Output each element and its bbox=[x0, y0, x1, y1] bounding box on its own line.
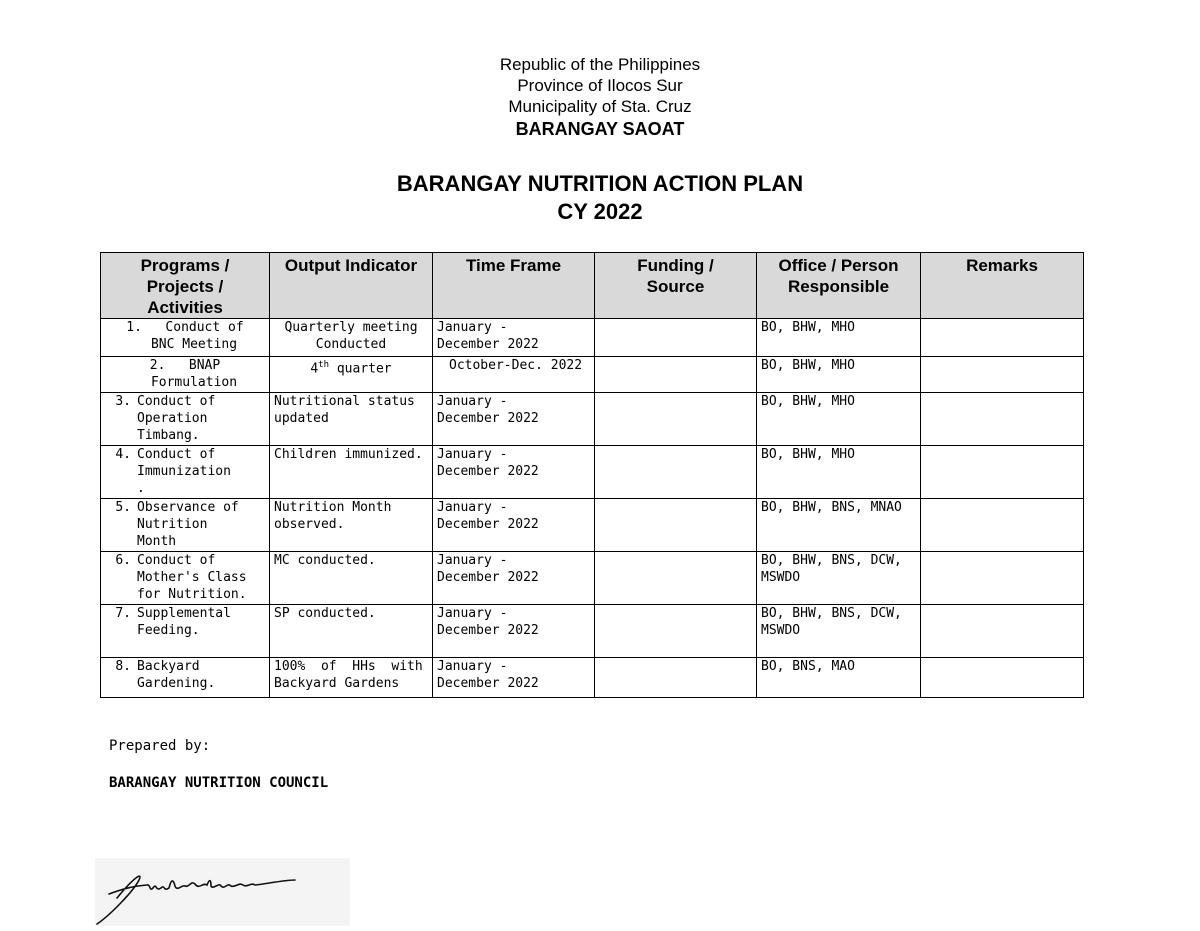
table-header-row bbox=[101, 253, 1084, 319]
table-row bbox=[101, 446, 1084, 499]
output-line1: SP conducted. bbox=[274, 606, 376, 621]
row-number: 7. bbox=[115, 606, 131, 621]
program-line3: Timbang. bbox=[137, 428, 200, 443]
table-row bbox=[101, 319, 1084, 357]
cell-office bbox=[757, 319, 921, 357]
row-number: 8. bbox=[115, 659, 131, 674]
cell-office bbox=[757, 658, 921, 698]
cell-output bbox=[270, 446, 433, 499]
output-line2: Conducted bbox=[315, 337, 387, 352]
cell-office bbox=[757, 446, 921, 499]
table-row bbox=[101, 552, 1084, 605]
cell-funding bbox=[595, 319, 757, 357]
header-republic: Republic of the Philippines bbox=[499, 55, 701, 74]
timeframe-line1: January - bbox=[437, 320, 508, 335]
row-number: 6. bbox=[115, 553, 131, 568]
cell-output bbox=[270, 393, 433, 446]
output-line1: Children immunized. bbox=[274, 447, 423, 462]
cell-program bbox=[101, 446, 270, 499]
output-line1: Nutrition Month bbox=[274, 500, 392, 515]
signature-image bbox=[95, 858, 350, 926]
cell-output bbox=[270, 357, 433, 393]
header-office-responsible bbox=[757, 253, 921, 319]
cell-time-frame bbox=[433, 393, 595, 446]
timeframe-line1: October-Dec. 2022 bbox=[449, 358, 583, 373]
program-line2: Gardening. bbox=[137, 676, 216, 691]
cell-output bbox=[270, 319, 433, 357]
cell-program bbox=[101, 605, 270, 658]
timeframe-line2: December 2022 bbox=[437, 411, 539, 426]
cell-remarks bbox=[921, 605, 1084, 658]
timeframe-line1: January - bbox=[437, 553, 508, 568]
cell-time-frame bbox=[433, 605, 595, 658]
office-line1: BO, BHW, BNS, MNAO bbox=[761, 500, 902, 515]
header-funding-line2: Source bbox=[646, 277, 705, 296]
timeframe-line2: December 2022 bbox=[437, 623, 539, 638]
action-plan-table bbox=[100, 252, 1084, 698]
output-line2: Backyard Gardens bbox=[274, 676, 400, 691]
timeframe-line2: December 2022 bbox=[437, 464, 539, 479]
header-programs-line3: Activities bbox=[147, 298, 223, 317]
program-line1: Conduct of bbox=[137, 447, 216, 462]
program-line2: Feeding. bbox=[137, 623, 200, 638]
header-programs-line2: Projects / bbox=[146, 277, 224, 296]
office-line1: BO, BHW, BNS, DCW, bbox=[761, 606, 902, 621]
cell-remarks bbox=[921, 552, 1084, 605]
cell-program bbox=[101, 552, 270, 605]
timeframe-line1: January - bbox=[437, 447, 508, 462]
program-line3: for Nutrition. bbox=[137, 587, 247, 602]
table-row bbox=[101, 658, 1084, 698]
timeframe-line2: December 2022 bbox=[437, 676, 539, 691]
cell-remarks bbox=[921, 319, 1084, 357]
cell-funding bbox=[595, 357, 757, 393]
header-time-frame bbox=[433, 253, 595, 319]
program-line1: BNAP bbox=[188, 358, 221, 373]
cell-time-frame bbox=[433, 446, 595, 499]
timeframe-line2: December 2022 bbox=[437, 337, 539, 352]
header-funding-line1: Funding / bbox=[637, 256, 714, 275]
output-line1: Nutritional status bbox=[274, 394, 415, 409]
header-barangay: BARANGAY SAOAT bbox=[515, 119, 685, 139]
cell-remarks bbox=[921, 393, 1084, 446]
cell-time-frame bbox=[433, 658, 595, 698]
cell-program bbox=[101, 319, 270, 357]
row-number: 4. bbox=[115, 447, 131, 462]
header-programs bbox=[101, 253, 270, 319]
office-line1: BO, BHW, MHO bbox=[761, 447, 855, 462]
timeframe-line2: December 2022 bbox=[437, 570, 539, 585]
program-line1: Supplemental bbox=[137, 606, 231, 621]
signature-scribble bbox=[95, 858, 350, 926]
cell-funding bbox=[595, 499, 757, 552]
program-line2: Operation bbox=[137, 411, 208, 426]
cell-funding bbox=[595, 658, 757, 698]
program-line3: . bbox=[137, 481, 145, 496]
cell-funding bbox=[595, 552, 757, 605]
office-line1: BO, BHW, MHO bbox=[761, 394, 855, 409]
header-timeframe-label: Time Frame bbox=[465, 256, 562, 275]
cell-output bbox=[270, 552, 433, 605]
program-line2: Mother's Class bbox=[137, 570, 247, 585]
program-line1: Observance of bbox=[137, 500, 239, 515]
cell-program bbox=[101, 499, 270, 552]
header-output-indicator bbox=[270, 253, 433, 319]
table-row bbox=[101, 605, 1084, 658]
cell-funding bbox=[595, 446, 757, 499]
office-line2: MSWDO bbox=[761, 570, 801, 585]
cell-office bbox=[757, 499, 921, 552]
table-row bbox=[101, 357, 1084, 393]
program-line2: BNC Meeting bbox=[150, 337, 238, 352]
cell-office bbox=[757, 393, 921, 446]
cell-time-frame bbox=[433, 552, 595, 605]
table-row bbox=[101, 393, 1084, 446]
header-municipality: Municipality of Sta. Cruz bbox=[508, 97, 692, 116]
output-line2: observed. bbox=[274, 517, 345, 532]
timeframe-line1: January - bbox=[437, 606, 508, 621]
header-remarks bbox=[921, 253, 1084, 319]
timeframe-line1: January - bbox=[437, 500, 508, 515]
program-line2: Nutrition bbox=[137, 517, 208, 532]
cell-remarks bbox=[921, 499, 1084, 552]
cell-time-frame bbox=[433, 319, 595, 357]
output-line1: Quarterly meeting bbox=[284, 320, 418, 335]
program-line1: Backyard bbox=[137, 659, 200, 674]
table-row bbox=[101, 499, 1084, 552]
cell-time-frame bbox=[433, 499, 595, 552]
cell-remarks bbox=[921, 446, 1084, 499]
program-line1: Conduct of bbox=[165, 320, 244, 335]
cell-program bbox=[101, 357, 270, 393]
office-line1: BO, BHW, MHO bbox=[761, 320, 855, 335]
header-funding-source bbox=[595, 253, 757, 319]
row-number: 3. bbox=[115, 394, 131, 409]
header-programs-line1: Programs / bbox=[140, 256, 230, 275]
cell-remarks bbox=[921, 357, 1084, 393]
cell-program bbox=[101, 658, 270, 698]
cell-office bbox=[757, 605, 921, 658]
header-province: Province of Ilocos Sur bbox=[517, 76, 683, 95]
cell-output bbox=[270, 499, 433, 552]
office-line1: BO, BHW, BNS, DCW, bbox=[761, 553, 902, 568]
page-title: BARANGAY NUTRITION ACTION PLAN bbox=[396, 171, 804, 196]
cell-output bbox=[270, 605, 433, 658]
program-line2: Immunization bbox=[137, 464, 231, 479]
council-name: BARANGAY NUTRITION COUNCIL bbox=[109, 775, 329, 791]
program-line1: Conduct of bbox=[137, 394, 216, 409]
cell-office bbox=[757, 357, 921, 393]
cell-remarks bbox=[921, 658, 1084, 698]
cell-funding bbox=[595, 605, 757, 658]
timeframe-line2: December 2022 bbox=[437, 517, 539, 532]
output-ordinal-suffix: th bbox=[318, 360, 330, 370]
header-office-line1: Office / Person bbox=[778, 256, 899, 275]
timeframe-line1: January - bbox=[437, 659, 508, 674]
office-line1: BO, BNS, MAO bbox=[761, 659, 855, 674]
header-output-label: Output Indicator bbox=[284, 256, 418, 275]
cell-office bbox=[757, 552, 921, 605]
row-number: 5. bbox=[115, 500, 131, 515]
timeframe-line1: January - bbox=[437, 394, 508, 409]
output-rest: quarter bbox=[329, 361, 392, 377]
output-ordinal: 4 bbox=[310, 361, 319, 377]
header-office-line2: Responsible bbox=[787, 277, 890, 296]
cell-program bbox=[101, 393, 270, 446]
page-subtitle-year: CY 2022 bbox=[557, 199, 643, 224]
output-line2: updated bbox=[274, 411, 329, 426]
output-line1: MC conducted. bbox=[274, 553, 376, 568]
program-line3: Month bbox=[137, 534, 177, 549]
office-line2: MSWDO bbox=[761, 623, 801, 638]
prepared-by-label: Prepared by: bbox=[109, 738, 211, 754]
header-remarks-label: Remarks bbox=[966, 256, 1038, 275]
output-line1: 100% of HHs with bbox=[274, 659, 423, 674]
program-line1: Conduct of bbox=[137, 553, 216, 568]
program-line2: Formulation bbox=[150, 375, 238, 390]
cell-time-frame bbox=[433, 357, 595, 393]
row-number: 1. bbox=[126, 320, 142, 335]
row-number: 2. bbox=[149, 358, 166, 373]
cell-funding bbox=[595, 393, 757, 446]
cell-output bbox=[270, 658, 433, 698]
office-line1: BO, BHW, MHO bbox=[761, 358, 855, 373]
